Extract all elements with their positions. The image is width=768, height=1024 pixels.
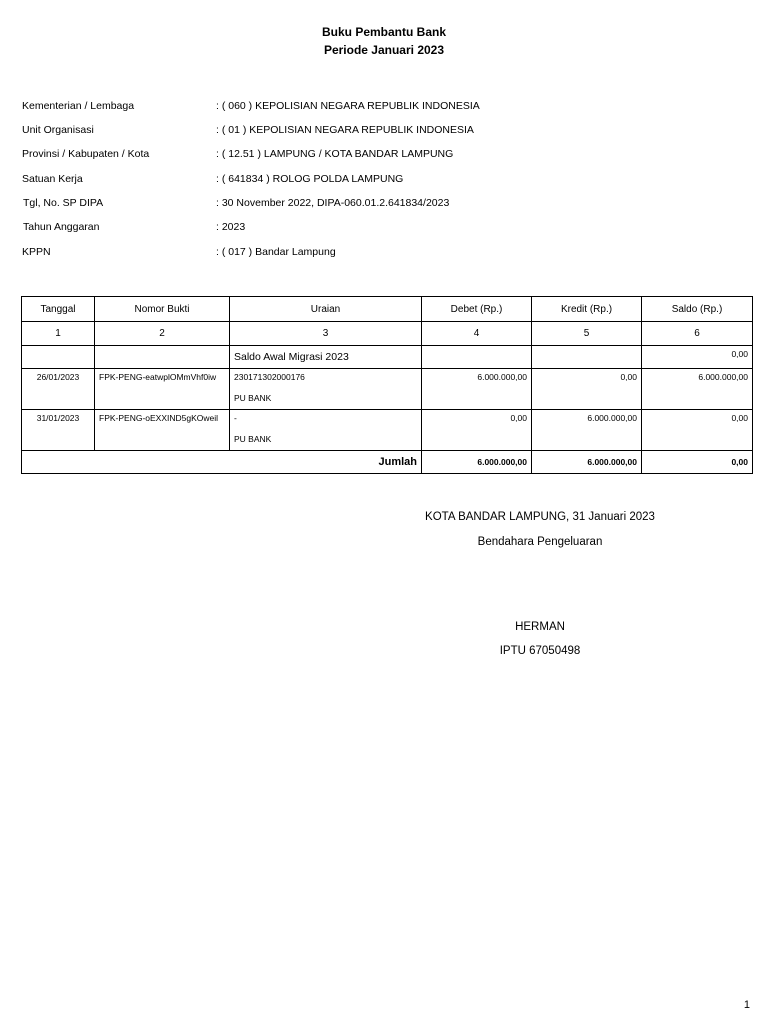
col-header-saldo: Saldo (Rp.) — [642, 297, 753, 322]
page-number: 1 — [743, 999, 750, 1011]
cell-nomor-bukti: FPK-PENG-eatwplOMmVhf0iw — [95, 369, 230, 410]
document-period: Periode Januari 2023 — [323, 43, 445, 57]
empty-cell — [532, 346, 642, 369]
meta-label: Tahun Anggaran — [23, 221, 100, 233]
cell-kredit: 0,00 — [532, 369, 642, 410]
signature-place-date: KOTA BANDAR LAMPUNG, 31 Januari 2023 — [425, 511, 655, 523]
cell-uraian: 230171302000176 PU BANK — [230, 369, 422, 410]
col-header-debet: Debet (Rp.) — [422, 297, 532, 322]
col-header-nomor-bukti: Nomor Bukti — [95, 297, 230, 322]
col-number: 3 — [230, 322, 422, 346]
signature-rank-id: IPTU 67050498 — [499, 645, 581, 657]
total-kredit: 6.000.000,00 — [532, 451, 642, 474]
col-number: 5 — [532, 322, 642, 346]
signature-role: Bendahara Pengeluaran — [477, 536, 603, 548]
table-row — [22, 410, 753, 451]
empty-cell — [95, 346, 230, 369]
meta-label: Tgl, No. SP DIPA — [23, 197, 104, 209]
document-title: Buku Pembantu Bank — [321, 25, 447, 39]
column-number-row — [22, 322, 753, 346]
table-row-saldo-awal — [22, 346, 753, 369]
meta-value: : ( 017 ) Bandar Lampung — [216, 246, 336, 258]
col-number: 4 — [422, 322, 532, 346]
cell-nomor-bukti: FPK-PENG-oEXXIND5gKOweil — [95, 410, 230, 451]
cell-uraian: - PU BANK — [230, 410, 422, 451]
col-header-tanggal: Tanggal — [22, 297, 95, 322]
meta-value: : ( 641834 ) ROLOG POLDA LAMPUNG — [216, 173, 404, 185]
saldo-awal-label: Saldo Awal Migrasi 2023 — [230, 346, 422, 369]
total-label: Jumlah — [22, 451, 422, 474]
total-debet: 6.000.000,00 — [422, 451, 532, 474]
cell-debet: 0,00 — [422, 410, 532, 451]
meta-label: Unit Organisasi — [22, 124, 94, 136]
col-number: 1 — [22, 322, 95, 346]
col-header-kredit: Kredit (Rp.) — [532, 297, 642, 322]
cell-tanggal: 26/01/2023 — [22, 369, 95, 410]
total-saldo: 0,00 — [642, 451, 753, 474]
table-row-total — [22, 451, 753, 474]
meta-label: Satuan Kerja — [22, 173, 83, 185]
meta-label: Provinsi / Kabupaten / Kota — [22, 148, 150, 160]
table-header-row — [22, 297, 753, 322]
empty-cell — [22, 346, 95, 369]
signature-name: HERMAN — [515, 621, 565, 633]
empty-cell — [422, 346, 532, 369]
cell-saldo: 6.000.000,00 — [642, 369, 753, 410]
cell-saldo: 0,00 — [642, 410, 753, 451]
meta-value: : ( 060 ) KEPOLISIAN NEGARA REPUBLIK INDONESIA — [216, 100, 480, 112]
meta-value: : 30 November 2022, DIPA-060.01.2.641834/2023 — [216, 197, 450, 209]
ledger-table — [21, 296, 753, 474]
saldo-awal-value: 0,00 — [642, 346, 753, 369]
table-row — [22, 369, 753, 410]
meta-value: : ( 12.51 ) LAMPUNG / KOTA BANDAR LAMPUNG — [216, 148, 454, 160]
cell-tanggal: 31/01/2023 — [22, 410, 95, 451]
col-header-uraian: Uraian — [230, 297, 422, 322]
col-number: 6 — [642, 322, 753, 346]
meta-value: : ( 01 ) KEPOLISIAN NEGARA REPUBLIK INDONESIA — [216, 124, 474, 136]
meta-label: KPPN — [22, 246, 51, 258]
meta-label: Kementerian / Lembaga — [22, 100, 135, 112]
cell-kredit: 6.000.000,00 — [532, 410, 642, 451]
cell-debet: 6.000.000,00 — [422, 369, 532, 410]
col-number: 2 — [95, 322, 230, 346]
meta-value: : 2023 — [216, 221, 246, 233]
